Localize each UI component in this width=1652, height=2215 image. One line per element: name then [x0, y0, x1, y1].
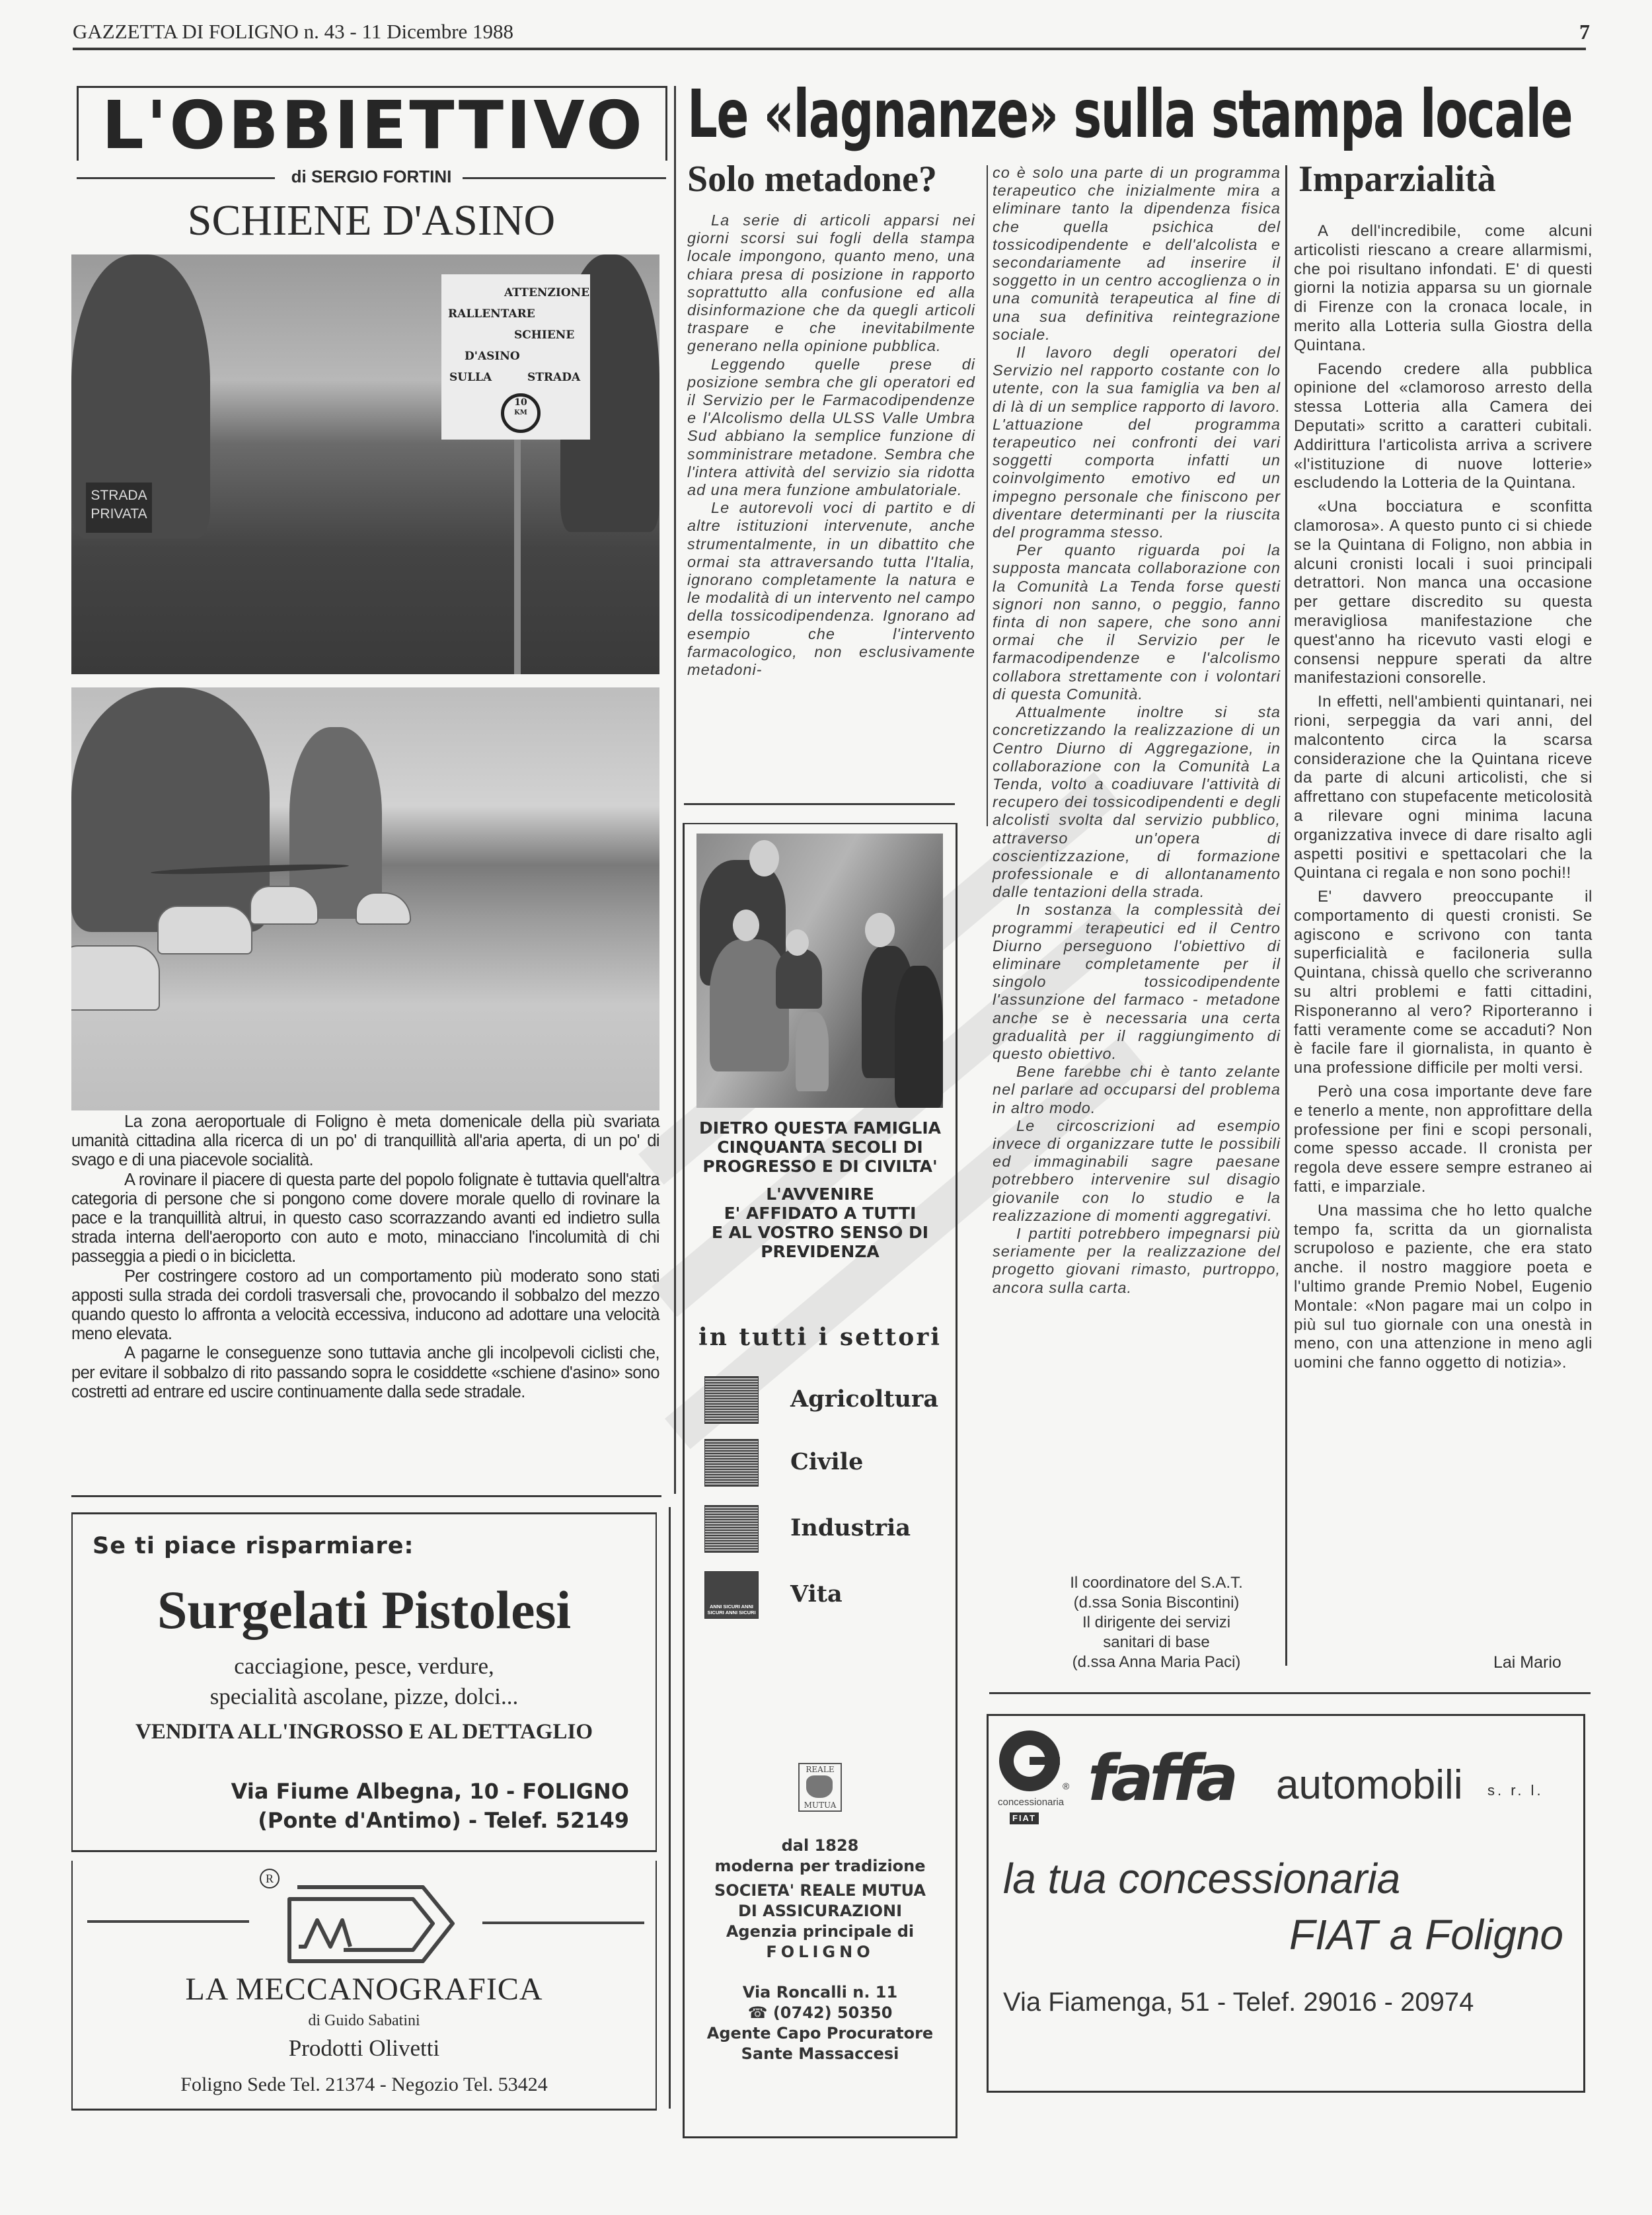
private-road-sign: [86, 483, 152, 533]
section-heading: Imparzialità: [1298, 159, 1496, 200]
byline-rule-right: [463, 177, 666, 179]
article-paragraph: Attualmente inoltre si sta concretizzando la realizzazione di un Centro Diurno di Aggregazione, in collaborazione con la Comunità La Tenda, volto a coadiuvare l'attività di recupero dei tossicodipendenti e degli alcolisti svolta dal servizio pubblico, attraverso un'opera di coscientizzazione, di formazione professionale e di allontanamento dalle tentazioni della strada.: [993, 703, 1281, 901]
private-sign-line: STRADA: [91, 488, 147, 503]
sector-label: Industria: [790, 1514, 911, 1541]
logo-rule-left: [87, 1920, 249, 1923]
ad-message-line: PREVIDENZA: [761, 1242, 880, 1261]
ad-brand: Surgelati Pistolesi: [157, 1580, 572, 1640]
signature-line: (d.ssa Anna Maria Paci): [1072, 1653, 1241, 1671]
sign-line: RALLENTARE: [448, 307, 535, 321]
column-separator: [674, 86, 676, 1494]
article-paragraph: «Una bocciatura e sconfitta clamorosa». A questo punto ci si chiede se la Quintana di Foligno, non abbia in alcuni cronisti locali i suoi principali detrattori. Non manca una occasione per gettare discredito su questa meravigliosa manifestazione che quest'anno ha ricevuto vasti elogi e consensi neppure sperati da altre manifestazioni consorelle.: [1294, 498, 1593, 687]
ad-legal-form: s. r. l.: [1487, 1782, 1544, 1799]
article-paragraph: I partiti potrebbero impegnarsi più seriamente per la realizzazione del progetto giovani rimasto, purtroppo, ancora sulla carta.: [993, 1224, 1281, 1296]
family-house-icon: [704, 1439, 759, 1487]
article-paragraph: Però una cosa importante deve fare e tenerlo a mente, non approfittare della professione per fini e scopi personali, come spesso accade. Il cronista per regola deve essere sempre estraneo ai fatti, e imparziale.: [1294, 1083, 1593, 1196]
ad-message: [685, 1185, 956, 1261]
sector-agricoltura: [704, 1376, 942, 1426]
photo-car: [250, 886, 319, 925]
photo-road-sign: [71, 254, 659, 674]
article-paragraph: Per costringere costoro ad un comportamento più moderato sono stati apposti sulla strada dei cordoli trasversali che, provocando il sobbalzo del mezzo quando questo lo affronta a velocità eccessiva, inducono ad adottare una velocità meno elevata.: [71, 1266, 659, 1344]
ad-faffa-automobili: [987, 1714, 1585, 2093]
private-sign-line: PRIVATA: [91, 506, 147, 522]
figure-girl: [776, 949, 822, 1009]
sector-label: Vita: [790, 1580, 843, 1608]
ad-surgelati-pistolesi: [71, 1512, 657, 1852]
ad-agent-title: Agente Capo Procuratore: [706, 2024, 934, 2042]
article-paragraph: Le autorevoli voci di partito e di altre istituzioni intervenute, anche strumentalmente, in un dibattito che ormai sta attraversando tutta l'Italia, ignorano completamente la natura e le modalità di un intervento nel campo della tossicodipendenza. Ignorano ad esempio che l'intervento farmacologico, non esclusivamente metadoni-: [687, 499, 975, 679]
article-paragraph: A rovinare il piacere di questa parte del popolo folignate è tuttavia quell'altra categoria di persone che si pongono come dovere morale quello di rovinare la pace e la tranquillità altrui, in questo caso scorrazzando avanti ed indietro sulla strada interna dell'aeroporto con auto e moto, minacciano l'incolumità di chi passeggia a piedi o in bicicletta.: [71, 1170, 659, 1266]
section-heading: Solo metadone?: [687, 159, 937, 200]
ad-address: Via Roncalli n. 11: [742, 1983, 898, 2001]
road-sign: [441, 274, 590, 440]
article-paragraph: Le circoscrizioni ad esempio invece di organizzare tutte le possibili ed immaginabili sagre paesane potrebbero intervenire sul disagio giovanile con lo studio e la realizzazione di momenti aggregativi.: [993, 1116, 1281, 1224]
photo-car: [71, 945, 160, 1011]
ad-headline-line: PROGRESSO E DI CIVILTA': [702, 1157, 938, 1176]
signature-line: Il dirigente dei servizi: [1082, 1613, 1231, 1631]
gear-icon: [704, 1505, 759, 1553]
sign-line: SULLA: [449, 371, 492, 384]
figure-head: [749, 840, 779, 876]
section-rule: [684, 803, 955, 805]
photo-car: [157, 906, 252, 954]
masthead-publication: GAZZETTA DI FOLIGNO n. 43 - 11 Dicembre 1988: [73, 20, 514, 43]
reale-mutua-logo: [798, 1763, 842, 1812]
sign-line: D'ASINO: [465, 350, 520, 363]
ad-phone: (0742) 50350: [772, 2003, 893, 2022]
signature-line: (d.ssa Sonia Biscontini): [1073, 1594, 1240, 1612]
ad-address: Via Fiamenga, 51 - Telef. 29016 - 20974: [1003, 1988, 1474, 2017]
ad-message-line: E' AFFIDATO A TUTTI: [724, 1204, 917, 1223]
solo-metadone-continuation: [993, 164, 1281, 1297]
ad-owner: di Guido Sabatini: [308, 2012, 420, 2029]
page-number: 7: [1579, 20, 1590, 44]
imparzialita-body: [1294, 222, 1593, 1378]
article-paragraph: Una massima che ho letto qualche tempo fa, scritta da un giornalista scrupoloso e paziente, che era stato anche. il nostro maggiore poeta e l'ultimo grande Premio Nobel, Eugenio Montale: «Non pagare mai un colpo in più sul tuo giornale con una onestà in meno, con una attenzione in meno agli uomini che fanno oggetto di notizia».: [1294, 1201, 1593, 1372]
crest-icon: [806, 1775, 833, 1798]
ad-agent-name: Sante Massaccesi: [741, 2044, 899, 2063]
ad-company-name: LA MECCANOGRAFICA: [185, 1972, 543, 2007]
article-headline: SCHIENE D'ASINO: [187, 196, 556, 245]
speed-unit: KM: [514, 409, 527, 416]
ad-address: Via Fiume Albegna, 10 - FOLIGNO: [231, 1779, 629, 1804]
article-paragraph: La serie di articoli apparsi nei giorni scorsi sui fogli della stampa locale impongono, quanto meno, una chiara presa di posizione in rapporto soprattutto alla confusione ed alla disinformazione che da quegli articoli traspare e che inevitabilmente generano nella opinione pubblica.: [687, 212, 975, 355]
ad-since: dal 1828: [781, 1836, 859, 1855]
article-paragraph: Il lavoro degli operatori del Servizio nel rapporto costante con lo utente, con la sua famiglia va ben al di là di un semplice rapporto di lavoro. L'attuazione del programma terapeutico nei confronti dei vari soggetti comporta infatti un coinvolgimento emotivo ed un impegno personale che finiscono per diventare determinanti per la riuscita del programma stesso.: [993, 344, 1281, 541]
sector-label: Civile: [790, 1448, 864, 1475]
article-paragraph: Per quanto riguarda poi la supposta mancata collaborazione con la Comunità La Tenda forse questi signori non sanno, o peggio, fanno finta di non sapere, che sono anni ormai che il Servizio per le farmacodipendenze e l'alcolismo collabora strettamente con i volontari di questa Comunità.: [993, 541, 1281, 703]
ad-motto: moderna per tradizione: [714, 1857, 926, 1875]
ad-business: automobili: [1276, 1762, 1463, 1808]
article-signatures: [1031, 1573, 1282, 1672]
fiat-logo: FIAT: [1010, 1812, 1039, 1824]
figure-child: [796, 1012, 829, 1091]
obbiettivo-article-body: [71, 1112, 659, 1402]
column-separator: [987, 165, 988, 826]
byline: di SERGIO FORTINI: [291, 167, 452, 186]
ad-products: Prodotti Olivetti: [288, 2035, 440, 2061]
article-paragraph: In sostanza la complessità dei programmi terapeutici ed il Centro Diurno perseguono l'obiettivo di eliminare completamente per il singolo tossicodipendente l'assunzione del farmaco - metadone anche se è necessaria una certa gradualità per il raggiungimento di questo obiettivo.: [993, 901, 1281, 1062]
ad-message-line: L'AVVENIRE: [766, 1185, 874, 1204]
speed-limit-badge: [501, 393, 541, 433]
ad-phones: Foligno Sede Tel. 21374 - Negozio Tel. 53424: [180, 2074, 548, 2095]
ad-company: DI ASSICURAZIONI: [737, 1902, 903, 1920]
column-separator: [1285, 165, 1287, 1666]
figure-head: [865, 913, 895, 947]
ad-brand: faffa: [1088, 1742, 1235, 1815]
figure-father: [895, 966, 943, 1108]
article-paragraph: co è solo una parte di un programma terapeutico che inizialmente mira a eliminare tanto la dipendenza fisica che quella psichica del tossicodipendente e dell'alcolista e secondariamente ad inserire il soggetto in un centro accoglienza o in una comunità terapeutica al fine di una sua definitiva reintegrazione sociale.: [993, 164, 1281, 343]
column-separator: [669, 1507, 671, 2109]
ad-company-info: [685, 1836, 956, 2064]
article-paragraph: La zona aeroportuale di Foligno è meta domenicale della più svariata umanità cittadina alla ricerca di un po' di tranquillità all'aria aperta, di un po' di svago e di una piacevole socialità.: [71, 1112, 659, 1170]
sector-industria: [704, 1505, 942, 1555]
signature-line: Il coordinatore del S.A.T.: [1070, 1574, 1243, 1592]
sector-vita: [704, 1571, 942, 1621]
ad-la-meccanografica: [71, 1861, 657, 2111]
logo-text-top: REALE: [806, 1765, 835, 1774]
registered-mark-icon: R: [260, 1869, 280, 1888]
photo-airport-road: [71, 687, 659, 1110]
ad-sales: VENDITA ALL'INGROSSO E AL DETTAGLIO: [135, 1720, 593, 1744]
signature-line: sanitari di base: [1103, 1633, 1210, 1651]
ad-products: cacciagione, pesce, verdure,: [234, 1653, 494, 1679]
logo-text-bottom: MUTUA: [804, 1801, 837, 1810]
logo-caption: concessionaria: [998, 1797, 1065, 1808]
article-paragraph: Bene farebbe chi è tanto zelante nel parlare ad occuparsi del problema in altro modo.: [993, 1063, 1281, 1116]
sign-line: STRADA: [527, 371, 581, 384]
sign-line: ATTENZIONE: [504, 286, 590, 299]
ad-message-line: E AL VOSTRO SENSO DI: [711, 1223, 929, 1242]
icon-caption: ANNI SICURI ANNI SICURI ANNI SICURI: [707, 1604, 756, 1615]
photo-car: [356, 892, 411, 925]
main-headline: Le «lagnanze» sulla stampa locale: [687, 75, 1573, 153]
ad-headline-line: DIETRO QUESTA FAMIGLIA: [698, 1118, 942, 1138]
column-title: L'OBBIETTIVO: [102, 87, 645, 164]
ad-slogan: la tua concessionaria: [1003, 1855, 1401, 1902]
meccanografica-logo-icon: [284, 1881, 463, 1966]
article-paragraph: Facendo credere alla pubblica opinione del «clamoroso arresto della stessa Lotteria alla Camera dei Deputati» scritto a caratteri cubitali. Addirittura l'articolista arriva a scrivere «l'istituzione di nuove lotterie» escludendo la Lotteria de la Quintana.: [1294, 360, 1593, 492]
family-illustration: [696, 834, 943, 1108]
article-paragraph: E' davvero preoccupante il comportamento di questi cronisti. Se agiscono e scrivono con tanta superficialità e faciloneria sulla Quintana, chissà quello che scriveranno su altri problemi e fatti cittadini, Risponeranno al vero? Riporteranno i fatti veramente come se accaduti? Non è facile fare il giornalista, in quanto è una professione difficile per molti versi.: [1294, 888, 1593, 1077]
figure-head: [733, 910, 759, 941]
ad-slogan: FIAT a Foligno: [1289, 1911, 1563, 1959]
article-paragraph: Leggendo quelle prese di posizione sembra che gli operatori ed il Servizio per le Farmacodipendenze e l'Alcolismo della ULSS Valle Umbra Sud abbiano la semplice funzione di somministrare metadone. Sembra che l'intera attività del servizio sia ridotta ad una mera funzione ambulatoriale.: [687, 355, 975, 499]
section-rule: [989, 1692, 1591, 1694]
telephone-icon: ☎: [747, 2003, 773, 2022]
sectors-title: in tutti i settori: [698, 1323, 942, 1351]
solo-metadone-body: [687, 212, 975, 679]
ad-reale-mutua: [683, 823, 957, 2138]
ad-products: specialità ascolane, pizze, dolci...: [209, 1684, 519, 1709]
masthead-rule: [73, 48, 1586, 50]
figure-head: [786, 929, 809, 956]
sign-line: SCHIENE: [514, 329, 575, 342]
photo-tree: [71, 687, 270, 932]
article-paragraph: In effetti, nell'ambienti quintanari, nei rioni, serpeggia da vari anni, del malcontento circa la scarsa considerazione che la Quintana riceve da parte di alcuni articolisti, che si affrettano con stupefacente meticolosità a rilevare ogni minima lacuna organizzativa invece di dare risalto agli aspetti positivi e spettacolari che la Quintana ci regala e non sono pochi!!: [1294, 693, 1593, 882]
article-paragraph: A dell'incredibile, come alcuni articolisti riescano a creare allarmismi, che poi risultano infondati. E' di questi giorni la notizia apparsa su un giornale di Firenze con la cronaca locale, in merito alla Lotteria sulla Giostra della Quintana.: [1294, 222, 1593, 354]
registered-mark-icon: ®: [1063, 1781, 1070, 1791]
ad-company: SOCIETA' REALE MUTUA: [714, 1881, 926, 1900]
ad-city: FOLIGNO: [766, 1943, 874, 1961]
ad-tagline: Se ti piace risparmiare:: [93, 1533, 414, 1559]
ad-agency: Agenzia principale di: [726, 1922, 915, 1941]
section-rule: [71, 1495, 661, 1497]
ad-phone-row: [685, 2003, 956, 2023]
article-paragraph: A pagarne le conseguenze sono tuttavia anche gli incolpevoli ciclisti che, per evitare il sobbalzo di rito passando sopra le cosiddette «schiene d'asino» sono costretti ad entrare ed uscire continuamente dalla sede stradale.: [71, 1344, 659, 1401]
sign-post: [514, 440, 521, 674]
logo-rule-right: [482, 1922, 644, 1924]
ad-address: (Ponte d'Antimo) - Telef. 52149: [258, 1808, 629, 1833]
article-signature: Lai Mario: [1493, 1653, 1561, 1672]
ad-headline: [685, 1118, 956, 1176]
speed-value: 10: [514, 397, 527, 408]
sector-label: Agricoltura: [790, 1385, 939, 1413]
ad-headline-line: CINQUANTA SECOLI DI: [717, 1138, 923, 1157]
anni-sicuri-icon: [704, 1571, 759, 1619]
pine-tree-icon: [704, 1376, 759, 1424]
concessionaria-logo-icon: [999, 1730, 1060, 1791]
sector-civile: [704, 1439, 942, 1489]
